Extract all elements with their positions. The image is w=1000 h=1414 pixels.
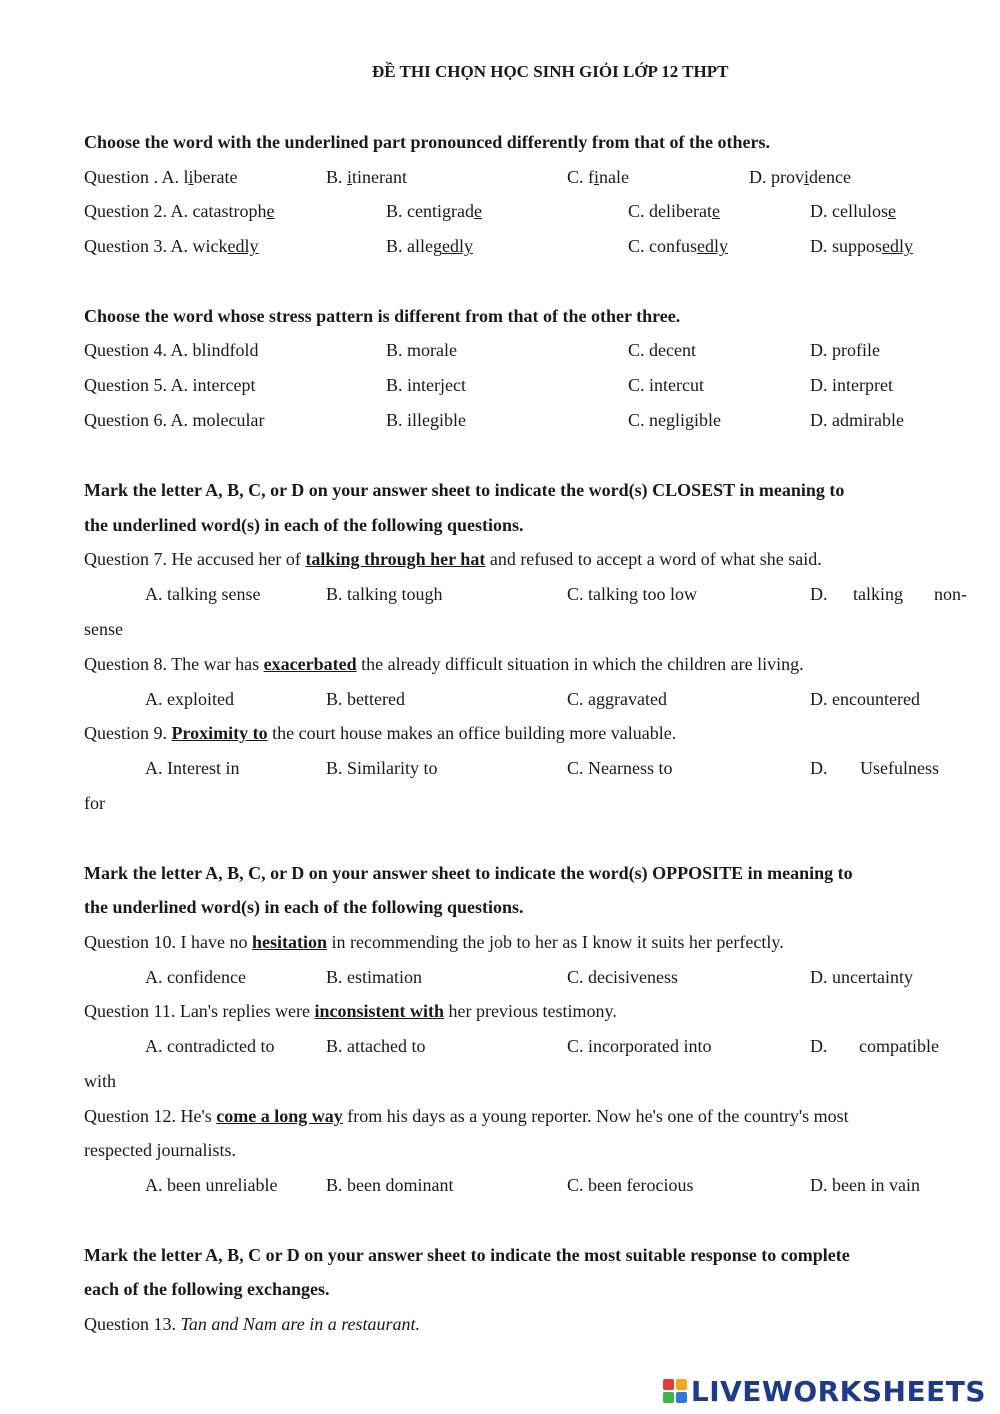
q9-option-d-label[interactable]: D.: [810, 758, 828, 778]
q12-option-c[interactable]: C. been ferocious: [567, 1175, 694, 1195]
q7-option-d-word-cont[interactable]: non-: [934, 584, 967, 604]
logo-square-1: [663, 1379, 674, 1390]
q11-option-d-word[interactable]: compatible: [859, 1036, 939, 1056]
q7-option-d-wrap[interactable]: sense: [84, 619, 123, 639]
q4-option-a[interactable]: Question 4. A. blindfold: [84, 340, 259, 360]
q3-option-b[interactable]: B. allegedly: [386, 236, 473, 256]
q2-option-c[interactable]: C. deliberate: [628, 201, 720, 221]
q6-option-b[interactable]: B. illegible: [386, 410, 466, 430]
q11-option-a[interactable]: A. contradicted to: [145, 1036, 275, 1056]
liveworksheets-logo[interactable]: [663, 1374, 986, 1408]
section-instruction-response: Mark the letter A, B, C or D on your answer sheet to indicate the most suitable response to complete: [84, 1245, 850, 1265]
q12-option-b[interactable]: B. been dominant: [326, 1175, 454, 1195]
q5-option-b[interactable]: B. interject: [386, 375, 466, 395]
q10-option-a[interactable]: A. confidence: [145, 967, 246, 987]
q12-option-a[interactable]: A. been unreliable: [145, 1175, 278, 1195]
q3-option-c[interactable]: C. confusedly: [628, 236, 728, 256]
section-instruction-response-cont: each of the following exchanges.: [84, 1279, 330, 1299]
q1-option-a[interactable]: Question . A. liberate: [84, 167, 238, 187]
q10-stem: Question 10. I have no hesitation in recommending the job to her as I know it suits her perfectly.: [84, 932, 784, 952]
q1-option-c[interactable]: C. finale: [567, 167, 629, 187]
q1-option-d[interactable]: D. providence: [749, 167, 851, 187]
q7-option-a[interactable]: A. talking sense: [145, 584, 261, 604]
section-instruction-opposite-cont: the underlined word(s) in each of the following questions.: [84, 897, 524, 917]
q7-option-b[interactable]: B. talking tough: [326, 584, 443, 604]
q4-option-d[interactable]: D. profile: [810, 340, 880, 360]
q9-option-d-word[interactable]: Usefulness: [860, 758, 939, 778]
logo-square-4: [676, 1392, 687, 1403]
q4-option-c[interactable]: C. decent: [628, 340, 696, 360]
q3-option-d[interactable]: D. supposedly: [810, 236, 914, 256]
q12-option-d[interactable]: D. been in vain: [810, 1175, 920, 1195]
q5-option-d[interactable]: D. interpret: [810, 375, 893, 395]
q13-stem: Question 13. Tan and Nam are in a restaurant.: [84, 1314, 421, 1334]
q9-option-b[interactable]: B. Similarity to: [326, 758, 438, 778]
q11-option-c[interactable]: C. incorporated into: [567, 1036, 712, 1056]
q9-option-a[interactable]: A. Interest in: [145, 758, 240, 778]
q7-stem: Question 7. He accused her of talking through her hat and refused to accept a word of what she said.: [84, 549, 822, 569]
q12-stem: Question 12. He's come a long way from his days as a young reporter. Now he's one of the country's most: [84, 1106, 849, 1126]
q12-stem-cont: respected journalists.: [84, 1140, 236, 1160]
logo-square-2: [676, 1379, 687, 1390]
liveworksheets-logo-icon: [663, 1379, 687, 1403]
q7-option-c[interactable]: C. talking too low: [567, 584, 697, 604]
q1-option-b[interactable]: B. itinerant: [326, 167, 408, 187]
q6-option-d[interactable]: D. admirable: [810, 410, 904, 430]
q4-option-b[interactable]: B. morale: [386, 340, 457, 360]
q10-option-c[interactable]: C. decisiveness: [567, 967, 678, 987]
q2-option-b[interactable]: B. centigrade: [386, 201, 482, 221]
q9-stem: Question 9. Proximity to the court house makes an office building more valuable.: [84, 723, 677, 743]
q8-option-d[interactable]: D. encountered: [810, 689, 920, 709]
q10-option-d[interactable]: D. uncertainty: [810, 967, 913, 987]
section-instruction-closest-cont: the underlined word(s) in each of the following questions.: [84, 515, 524, 535]
q10-option-b[interactable]: B. estimation: [326, 967, 422, 987]
q11-option-b[interactable]: B. attached to: [326, 1036, 426, 1056]
q8-stem: Question 8. The war has exacerbated the already difficult situation in which the children are living.: [84, 654, 804, 674]
q3-option-a[interactable]: Question 3. A. wickedly: [84, 236, 259, 256]
q2-option-a[interactable]: Question 2. A. catastrophe: [84, 201, 275, 221]
q7-option-d-word[interactable]: talking: [853, 584, 903, 604]
section-instruction-pronunciation: Choose the word with the underlined part pronounced differently from that of the others.: [84, 132, 770, 152]
section-instruction-opposite: Mark the letter A, B, C, or D on your answer sheet to indicate the word(s) OPPOSITE in meaning to: [84, 863, 853, 883]
q11-option-d-label[interactable]: D.: [810, 1036, 828, 1056]
q5-option-a[interactable]: Question 5. A. intercept: [84, 375, 256, 395]
q8-option-a[interactable]: A. exploited: [145, 689, 234, 709]
q6-option-a[interactable]: Question 6. A. molecular: [84, 410, 265, 430]
q8-option-b[interactable]: B. bettered: [326, 689, 405, 709]
section-instruction-closest: Mark the letter A, B, C, or D on your answer sheet to indicate the word(s) CLOSEST in meaning to: [84, 480, 845, 500]
q2-option-d[interactable]: D. cellulose: [810, 201, 896, 221]
q7-option-d-label[interactable]: D.: [810, 584, 828, 604]
q9-option-d-wrap[interactable]: for: [84, 793, 105, 813]
logo-square-3: [663, 1392, 674, 1403]
q8-option-c[interactable]: C. aggravated: [567, 689, 667, 709]
q11-stem: Question 11. Lan's replies were inconsistent with her previous testimony.: [84, 1001, 617, 1021]
page-title: ĐỀ THI CHỌN HỌC SINH GIỎI LỚP 12 THPT: [372, 62, 729, 81]
q6-option-c[interactable]: C. negligible: [628, 410, 721, 430]
section-instruction-stress: Choose the word whose stress pattern is different from that of the other three.: [84, 306, 681, 326]
logo-text: LIVEWORKSHEETS: [690, 1374, 986, 1408]
q9-option-c[interactable]: C. Nearness to: [567, 758, 673, 778]
q11-option-d-wrap[interactable]: with: [84, 1071, 117, 1091]
q5-option-c[interactable]: C. intercut: [628, 375, 704, 395]
